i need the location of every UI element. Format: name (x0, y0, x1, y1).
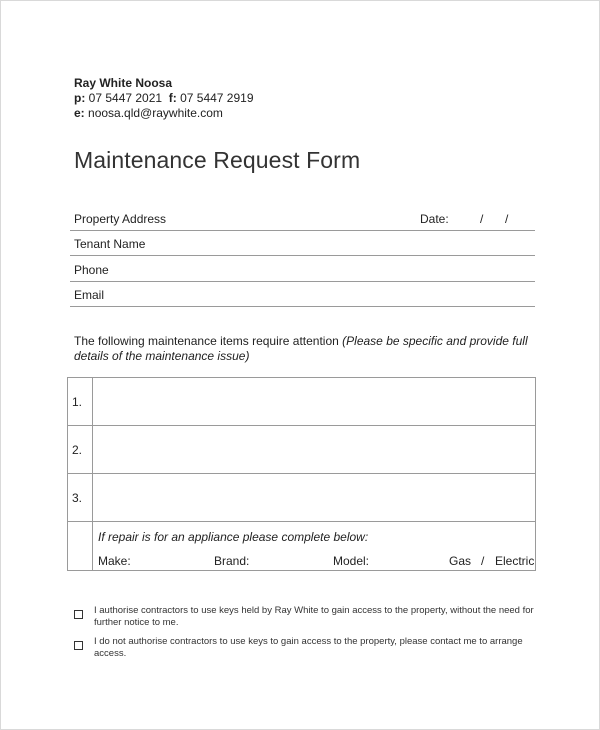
item-row (68, 426, 536, 474)
agency-email-line (74, 106, 254, 121)
no-authorise-keys-text: I do not authorise contractors to use keys to gain access to the property, please contact me to arrange access. (94, 636, 523, 659)
email-label: e: (74, 106, 85, 120)
tenant-name-field[interactable] (70, 231, 535, 256)
item-description-cell[interactable] (93, 426, 536, 474)
item-description-cell[interactable] (93, 474, 536, 522)
appliance-note: If repair is for an appliance please complete below: (98, 530, 369, 544)
agency-contact-line (74, 91, 254, 106)
fax-label: f: (168, 91, 177, 105)
make-label: Make: (98, 554, 131, 568)
agency-header (74, 76, 254, 121)
checkbox[interactable] (74, 641, 83, 650)
item-row (68, 474, 536, 522)
date-label: Date: (420, 212, 449, 226)
tenant-name-label: Tenant Name (74, 237, 146, 251)
item-number: 1. (68, 378, 93, 426)
item-description-cell[interactable] (93, 378, 536, 426)
phone-label: p: (74, 91, 86, 105)
email-field[interactable] (70, 282, 535, 307)
agency-name: Ray White Noosa (74, 76, 173, 90)
appliance-cell[interactable] (93, 522, 536, 571)
authorise-keys-text: I authorise contractors to use keys held by Ray White to gain access to the property, without the need for further notice to me. (94, 605, 534, 628)
electric-option[interactable]: Electric (495, 554, 535, 568)
model-label: Model: (333, 554, 370, 568)
authorise-keys-option[interactable] (74, 605, 534, 628)
brand-label: Brand: (214, 554, 250, 568)
phone-field[interactable] (70, 257, 535, 282)
intro-text (74, 334, 544, 364)
agency-phone: 07 5447 2021 (88, 91, 163, 105)
appliance-number-cell (68, 522, 93, 571)
maintenance-items-table (67, 377, 536, 571)
date-separator: / (505, 212, 509, 226)
intro-main: The following maintenance items require attention (74, 334, 339, 348)
agency-email: noosa.qld@raywhite.com (88, 106, 223, 120)
appliance-row (68, 522, 536, 571)
property-address-label: Property Address (74, 212, 167, 226)
item-number: 3. (68, 474, 93, 522)
fuel-separator: / (481, 554, 485, 568)
email-field-label: Email (74, 288, 105, 302)
no-authorise-keys-option[interactable] (74, 636, 534, 659)
authorisation-section (74, 605, 534, 667)
property-address-field[interactable] (70, 206, 535, 231)
checkbox[interactable] (74, 610, 83, 619)
date-separator: / (480, 212, 484, 226)
agency-fax: 07 5447 2919 (180, 91, 254, 105)
intro-note: (Please be specific and provide full details of the maintenance issue) (74, 334, 528, 363)
appliance-details (98, 554, 535, 569)
item-number: 2. (68, 426, 93, 474)
phone-field-label: Phone (74, 263, 109, 277)
gas-option[interactable]: Gas (449, 554, 472, 568)
page-title: Maintenance Request Form (74, 147, 361, 173)
item-row (68, 378, 536, 426)
